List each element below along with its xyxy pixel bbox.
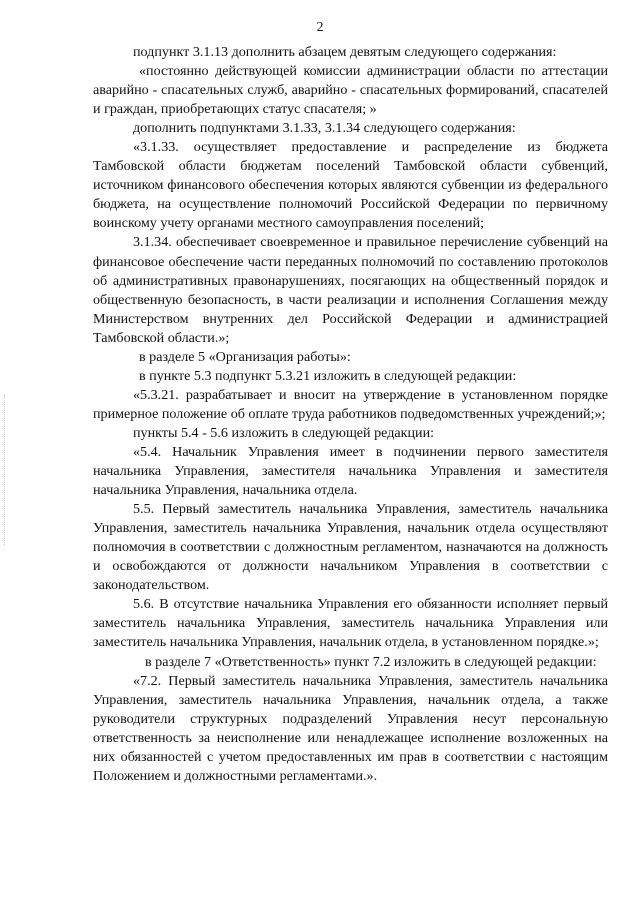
paragraph-5-4: «5.4. Начальник Управления имеет в подчинении первого заместителя начальника Управления, заместителя начальника Управления и заместителя начальника Управления, начальника отдела. <box>93 443 608 499</box>
margin-scan-marks <box>4 395 7 545</box>
paragraph-3-1-33: «3.1.33. осуществляет предоставление и распределение из бюджета Тамбовской области бюджетам поселений Тамбовской области субвенций, источником финансового обеспечения которых являются субвенции из федерального бюджета, на осуществление полномочий Российской Федерации по первичному воинскому учету органами местного самоуправления поселений; <box>93 139 608 232</box>
page-number: 2 <box>316 20 324 35</box>
document-body <box>93 43 608 786</box>
paragraph-7-2: «7.2. Первый заместитель начальника Управления, заместитель начальника Управления, заместитель начальника Управления, начальник отдела, а также руководители структурных подразделений Управления несут персональную ответственность за неисполнение или ненадлежащее исполнение возложенных на них обязанностей с учетом предоставленных им прав в соответствии с настоящим Положением и должностными регламентами.». <box>93 672 608 784</box>
paragraph-3-1-34: 3.1.34. обеспечивает своевременное и правильное перечисление субвенций на финансовое обеспечение части переданных полномочий по составлению протоколов об административных правонарушениях, посягающих на общественный порядок и общественную безопасность, в части реализации и исполнения Соглашения между Министерством внутренних дел Российской Федерации и администрацией Тамбовской области.»; <box>93 234 608 346</box>
paragraph-section-5: в разделе 5 «Организация работы»: <box>139 348 351 365</box>
paragraph-section-7: в разделе 7 «Ответственность» пункт 7.2 изложить в следующей редакции: <box>145 653 597 670</box>
paragraph-5-6: 5.6. В отсутствие начальника Управления его обязанности исполняет первый заместитель начальника Управления, заместитель начальника Управления или заместитель начальника Управления, начальник отдела, в установленном порядке.»; <box>93 596 608 651</box>
paragraph-add-subitems: дополнить подпунктами 3.1.33, 3.1.34 следующего содержания: <box>133 120 516 137</box>
paragraph-commission-quote: «постоянно действующей комиссии администрации области по аттестации аварийно - спасательных служб, аварийно - спасательных формирований, спасателей и граждан, приобретающих статус спасателя; » <box>93 63 608 118</box>
paragraph-5-3-21: «5.3.21. разрабатывает и вносит на утверждение в установленном порядке примерное положение об оплате труда работников подведомственных учреждений;»; <box>93 386 608 422</box>
paragraph-5-5: 5.5. Первый заместитель начальника Управления, заместитель начальника Управления, заместитель начальника Управления, начальник отдела осуществляют полномочия в соответствии с должностным регламентом, назначаются на должность и освобождаются от должности начальником Управления в соответствии с законодательством. <box>93 501 608 594</box>
paragraph-subitem-3-1-13: подпункт 3.1.13 дополнить абзацем девятым следующего содержания: <box>133 44 557 60</box>
paragraph-item-5-3: в пункте 5.3 подпункт 5.3.21 изложить в следующей редакции: <box>139 367 517 384</box>
paragraph-items-5-4-5-6: пункты 5.4 - 5.6 изложить в следующей редакции: <box>133 424 435 441</box>
